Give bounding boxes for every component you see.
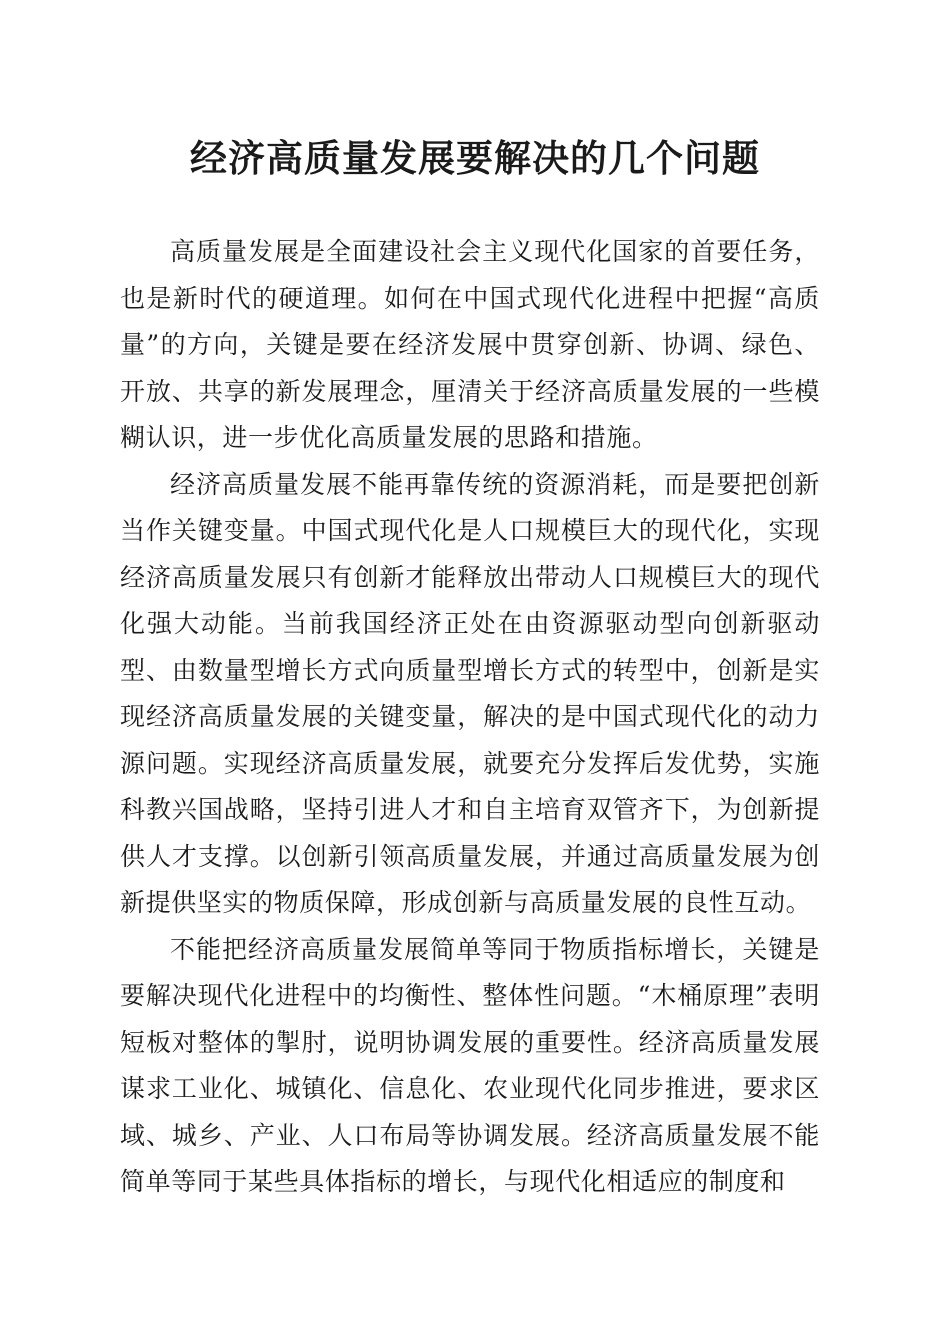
document-body [120,229,820,1206]
paragraph-2: 经济高质量发展不能再靠传统的资源消耗，而是要把创新当作关键变量。中国式现代化是人口规模巨大的现代化，实现经济高质量发展只有创新才能释放出带动人口规模巨大的现代化强大动能。当前我国经济正处在由资源驱动型向创新驱动型、由数量型增长方式向质量型增长方式的转型中，创新是实现经济高质量发展的关键变量，解决的是中国式现代化的动力源问题。实现经济高质量发展，就要充分发挥后发优势，实施科教兴国战略，坚持引进人才和自主培育双管齐下，为创新提供人才支撑。以创新引领高质量发展，并通过高质量发展为创新提供坚实的物质保障，形成创新与高质量发展的良性互动。 [120,469,820,917]
paragraph-3: 不能把经济高质量发展简单等同于物质指标增长，关键是要解决现代化进程中的均衡性、整体性问题。“木桶原理”表明短板对整体的掣肘，说明协调发展的重要性。经济高质量发展谋求工业化、城镇化、信息化、农业现代化同步推进，要求区域、城乡、产业、人口布局等协调发展。经济高质量发展不能简单等同于某些具体指标的增长，与现代化相适应的制度和 [120,934,820,1196]
document-title: 经济高质量发展要解决的几个问题 [190,136,760,180]
paragraph-1: 高质量发展是全面建设社会主义现代化国家的首要任务，也是新时代的硬道理。如何在中国式现代化进程中把握“高质量”的方向，关键是要在经济发展中贯穿创新、协调、绿色、开放、共享的新发展理念，厘清关于经济高质量发展的一些模糊认识，进一步优化高质量发展的思路和措施。 [120,237,820,452]
